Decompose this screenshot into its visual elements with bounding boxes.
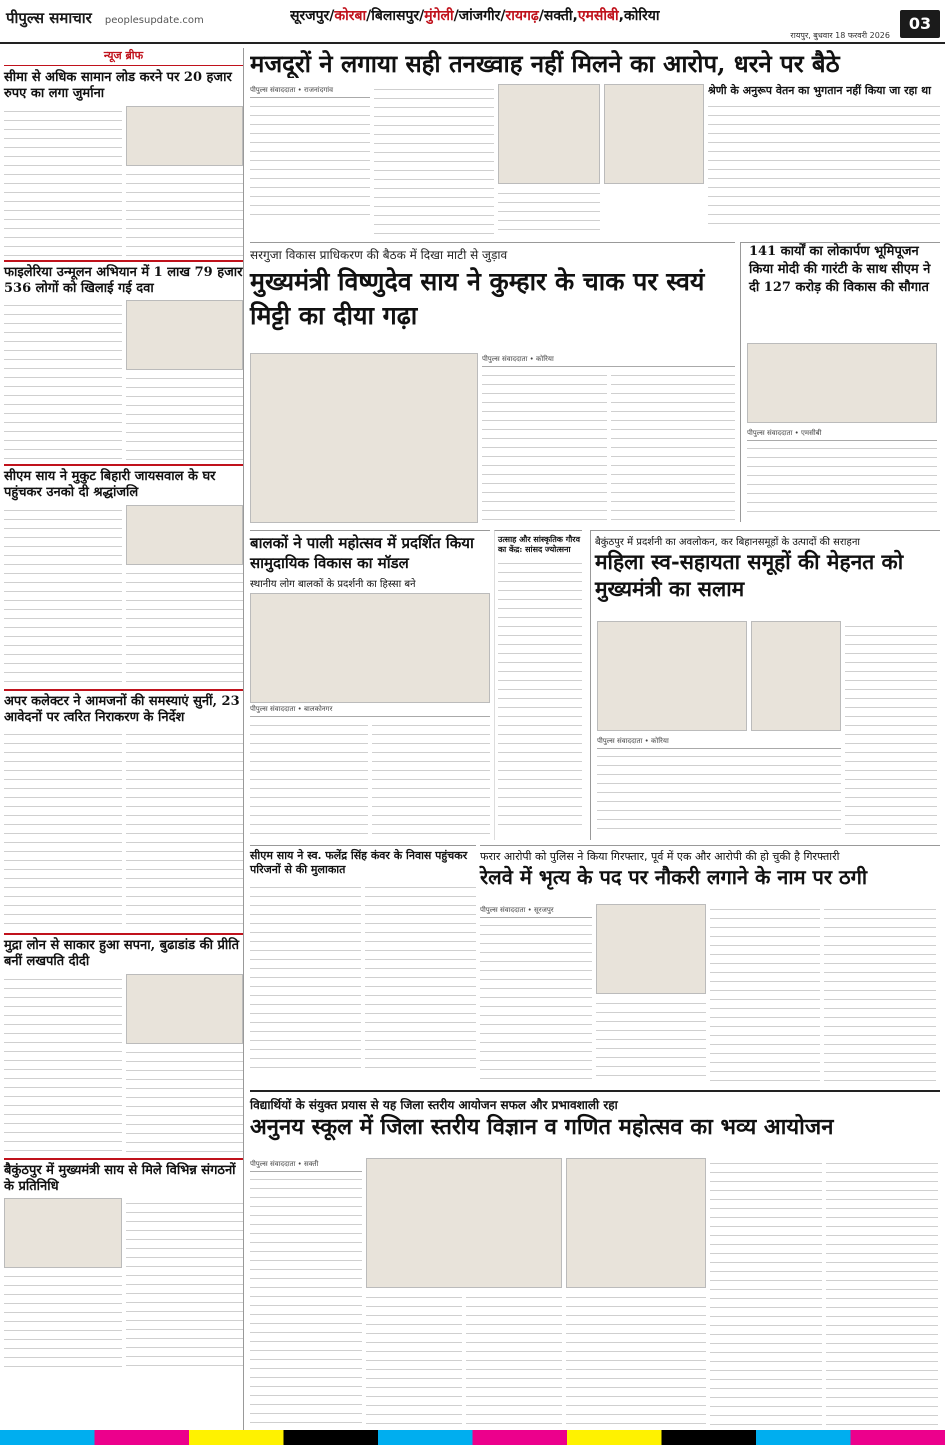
brief-headline[interactable]: सीमा से अधिक सामान लोड करने पर 20 हजार रुपए का लगा जुर्माना: [4, 70, 232, 102]
story-body: [250, 101, 370, 221]
story-photo-protest: [498, 84, 600, 184]
city-name: एमसीबी: [577, 8, 619, 24]
brief-photo: [126, 505, 244, 565]
story-headline[interactable]: रेलवे में भृत्य के पद पर नौकरी लगाने के नाम पर ठगी: [480, 865, 868, 889]
brief-headline[interactable]: सीएम साय ने मुकुट बिहारी जायसवाल के घर पहुंचकर उनको दी श्रद्धांजलि: [4, 464, 243, 502]
story-mahila-shg: [590, 530, 940, 840]
brief-body: [4, 729, 122, 929]
newspaper-logo: पीपुल्स समाचार: [6, 9, 92, 27]
brief-body: [126, 1047, 244, 1154]
story-byline: पीपुल्स संवाददाता • एमसीबी: [747, 427, 937, 441]
story-byline: पीपुल्स संवाददाता • सक्ती: [250, 1158, 362, 1172]
story-body: [372, 720, 490, 840]
story-headline[interactable]: अनुनय स्कूल में जिला स्तरीय विज्ञान व गणित महोत्सव का भव्य आयोजन: [250, 1114, 834, 1140]
story-body: [611, 370, 736, 520]
story-kids-model: [250, 530, 490, 840]
story-headline[interactable]: 141 कार्यों का लोकार्पण भूमिपूजन किया मोदी की गारंटी के साथ सीएम ने दी 127 करोड़ की विकास की सौगात: [749, 244, 931, 296]
story-subhead: स्थानीय लोग बालकों के प्रदर्शनी का हिस्सा बने: [250, 579, 416, 590]
story-photo-kids: [250, 593, 490, 703]
brief-body: [126, 1198, 244, 1368]
story-kicker: बैकुंठपुर में प्रदर्शनी का अवलोकन, कर बिहानसमूहों के उत्पादों की सराहना: [595, 537, 860, 548]
story-headline[interactable]: महिला स्व-सहायता समूहों की मेहनत को मुख्यमंत्री का सलाम: [595, 549, 904, 602]
brief-body: [4, 505, 122, 685]
story-kanwar-visit: [250, 845, 476, 1085]
story-body: [480, 920, 592, 1080]
story-subhead: श्रेणी के अनुरूप वेतन का भुगतान नहीं किया जा रहा था: [708, 84, 931, 97]
story-body: [747, 443, 937, 519]
story-body: [597, 751, 841, 837]
story-body: [710, 1158, 822, 1428]
city-list: सूरजपुर/कोरबा/बिलासपुर/मुंगेली/जांजगीर/रायगढ़/सक्ती,एमसीबी,कोरिया: [290, 8, 660, 24]
news-brief-tag: न्यूज ब्रीफ: [4, 48, 243, 66]
masthead: [0, 0, 945, 44]
story-body: [366, 1292, 462, 1428]
city-name: जांजगीर: [458, 8, 501, 24]
story-body: [596, 998, 706, 1084]
story-railway-fraud: [480, 845, 940, 1085]
news-brief-column: [4, 48, 244, 1443]
brief-photo: [126, 974, 244, 1044]
story-byline: पीपुल्स संवाददाता • राजनांदगांव: [250, 84, 370, 98]
story-kicker: फरार आरोपी को पुलिस ने किया गिरफ्तार, पूर्व में एक और आरोपी की हो चुकी है गिरफ्तारी: [480, 850, 840, 863]
brand-block: [6, 8, 246, 36]
color-registration-bar: [0, 1430, 945, 1445]
story-kicker: सरगुजा विकास प्राधिकरण की बैठक में दिखा माटी से जुड़ाव: [250, 248, 508, 262]
city-name: बिलासपुर: [371, 8, 420, 24]
story-headline[interactable]: बालकों ने पाली महोत्सव में प्रदर्शित किया सामुदायिक विकास का मॉडल: [250, 534, 474, 572]
story-body: [824, 904, 936, 1084]
brief-body: [126, 729, 244, 929]
brief-headline[interactable]: बैकुंठपुर में मुख्यमंत्री साय से मिले विभिन्न संगठनों के प्रतिनिधि: [4, 1158, 243, 1196]
story-development: [740, 242, 940, 522]
brief-body: [4, 974, 122, 1154]
story-photo-shg: [597, 621, 747, 731]
page-number: 03: [900, 10, 940, 38]
brief-body: [126, 169, 244, 256]
story-cm-potter: [250, 242, 735, 522]
story-body: [482, 370, 607, 520]
story-photo-fest: [566, 1158, 706, 1288]
story-photo-fest: [366, 1158, 562, 1288]
story-side-headline: उत्साह और सांस्कृतिक गौरव का केंद्र: सांसद ज्योत्सना: [498, 534, 581, 555]
story-body: [566, 1292, 706, 1428]
brief-body: [126, 568, 244, 685]
city-name: सूरजपुर: [290, 8, 330, 24]
story-body: [826, 1158, 938, 1428]
story-laborers: [250, 50, 940, 238]
city-name: मुंगेली: [424, 8, 454, 24]
brief-headline[interactable]: फाइलेरिया उन्मूलन अभियान में 1 लाख 79 हजार 536 लोगों को खिलाई गई दवा: [4, 260, 243, 298]
story-byline: पीपुल्स संवाददाता • सूरजपुर: [480, 904, 592, 918]
story-body: [250, 882, 361, 1072]
brief-body: [4, 1271, 122, 1368]
story-photo-accused: [596, 904, 706, 994]
story-body: [845, 621, 937, 839]
story-body: [708, 101, 940, 226]
story-body: [466, 1292, 562, 1428]
story-body: [710, 904, 820, 1084]
story-photo-dev: [747, 343, 937, 423]
story-body: [498, 188, 600, 234]
story-byline: पीपुल्स संवाददाता • कोरिया: [482, 353, 735, 367]
story-body: [365, 882, 476, 1072]
story-photo-shg: [751, 621, 841, 731]
spacer: [494, 530, 586, 531]
brief-photo: [126, 300, 244, 370]
story-science-fest: [250, 1090, 940, 1428]
brief-body: [4, 106, 122, 256]
story-photo-cm-potter: [250, 353, 478, 523]
story-byline: पीपुल्स संवाददाता • बालकोनगर: [250, 703, 490, 717]
story-body: [250, 720, 368, 840]
story-headline[interactable]: सीएम साय ने स्व. फलेंद्र सिंह कंवर के निवास पहुंचकर परिजनों से की मुलाकात: [250, 849, 468, 877]
story-kids-side: [494, 530, 582, 840]
city-name: सक्ती: [543, 8, 573, 24]
story-kicker: विद्यार्थियों के संयुक्त प्रयास से यह जिला स्तरीय आयोजन सफल और प्रभावशाली रहा: [250, 1098, 618, 1112]
brief-body: [4, 300, 122, 460]
brief-photo: [4, 1198, 122, 1268]
brief-headline[interactable]: अपर कलेक्टर ने आमजनों की समस्याएं सुनीं, 23 आवेदनों पर त्वरित निराकरण के निर्देश: [4, 689, 243, 727]
brief-body: [126, 373, 244, 460]
website-link[interactable]: peoplesupdate.com: [104, 15, 204, 26]
story-headline[interactable]: मुख्यमंत्री विष्णुदेव साय ने कुम्हार के चाक पर स्वयं मिट्टी का दीया गढ़ा: [250, 267, 705, 330]
story-body: [250, 1174, 362, 1424]
story-body: [374, 84, 494, 234]
dateline: रायपुर, बुधवार 18 फरवरी 2026: [790, 31, 890, 40]
city-name: कोरबा: [334, 8, 367, 24]
story-photo-protest: [604, 84, 704, 184]
city-name: रायगढ़: [505, 8, 539, 24]
story-headline[interactable]: मजदूरों ने लगाया सही तनख्वाह नहीं मिलने का आरोप, धरने पर बैठे: [250, 50, 840, 78]
story-body: [498, 558, 582, 828]
brief-photo: [126, 106, 244, 166]
city-name: कोरिया: [623, 8, 660, 24]
story-byline: पीपुल्स संवाददाता • कोरिया: [597, 735, 841, 749]
brief-headline[interactable]: मुद्रा लोन से साकार हुआ सपना, बुढाडांड की प्रीति बनीं लखपति दीदी: [4, 933, 243, 971]
